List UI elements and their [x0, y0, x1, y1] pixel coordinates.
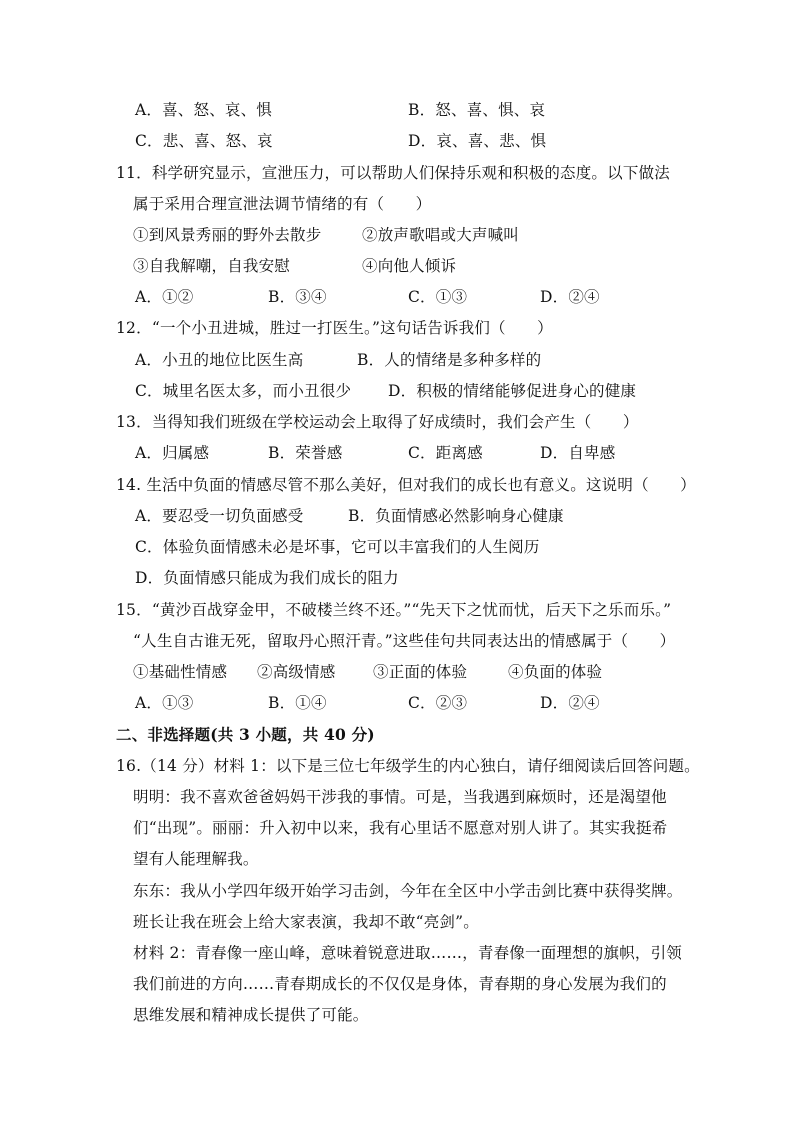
q11-option-a: A．①②: [135, 288, 194, 306]
q10-option-c: C．悲、喜、怒、哀: [135, 132, 273, 150]
q11-option-b: B．③④: [268, 288, 327, 306]
q15-stem-line2: “人生自古谁无死，留取丹心照汗青。”这些佳句共同表达出的情感属于（ ）: [133, 632, 676, 650]
q11-statement-3: ③自我解嘲，自我安慰: [133, 257, 291, 275]
q10-option-a: A．喜、怒、哀、惧: [135, 101, 272, 119]
q16-line2: 明明：我不喜欢爸爸妈妈干涉我的事情。可是，当我遇到麻烦时，还是渴望他: [133, 788, 667, 806]
q12-option-d: D．积极的情绪能够促进身心的健康: [388, 382, 637, 400]
q11-statement-4: ④向他人倾诉: [362, 257, 457, 275]
q14-option-a: A．要忍受一切负面感受: [135, 507, 304, 525]
q15-option-d: D．②④: [540, 694, 600, 712]
q14-option-b: B．负面情感必然影响身心健康: [348, 507, 564, 525]
q14-stem: 14. 生活中负面的情感尽管不那么美好，但对我们的成长也有意义。这说明（ ）: [116, 476, 696, 494]
q15-statement-2: ②高级情感: [257, 663, 336, 681]
q13-option-d: D．自卑感: [540, 444, 616, 462]
q16-line8: 我们前进的方向……青春期成长的不仅仅是身体，青春期的身心发展为我们的: [133, 975, 667, 993]
q11-stem-line1: 11．科学研究显示，宣泄压力，可以帮助人们保持乐观和积极的态度。以下做法: [116, 164, 670, 182]
q15-statement-4: ④负面的体验: [508, 663, 603, 681]
q12-option-b: B．人的情绪是多种多样的: [357, 351, 542, 369]
q13-option-b: B．荣誉感: [268, 444, 343, 462]
q13-option-c: C．距离感: [408, 444, 483, 462]
q11-option-c: C．①③: [408, 288, 468, 306]
q16-line4: 望有人能理解我。: [133, 850, 259, 868]
q16-line1: 16.（14 分）材料 1：以下是三位七年级学生的内心独白，请仔细阅读后回答问题。: [116, 757, 700, 775]
q16-line9: 思维发展和精神成长提供了可能。: [133, 1006, 369, 1024]
q15-option-b: B．①④: [268, 694, 327, 712]
q15-statement-3: ③正面的体验: [373, 663, 468, 681]
q12-option-a: A．小丑的地位比医生高: [135, 351, 304, 369]
q14-option-d: D．负面情感只能成为我们成长的阻力: [135, 569, 399, 587]
q11-stem-line2: 属于采用合理宣泄法调节情绪的有（ ）: [133, 195, 432, 213]
q13-option-a: A．归属感: [135, 444, 210, 462]
q11-statement-2: ②放声歌唱或大声喊叫: [362, 226, 520, 244]
q13-stem: 13．当得知我们班级在学校运动会上取得了好成绩时，我们会产生（ ）: [116, 413, 639, 431]
q16-line5: 东东：我从小学四年级开始学习击剑，今年在全区中小学击剑比赛中获得奖牌。: [133, 882, 683, 900]
q15-option-a: A．①③: [135, 694, 194, 712]
q15-stem-line1: 15．“黄沙百战穿金甲，不破楼兰终不还。”“先天下之忧而忧，后天下之乐而乐。”: [116, 601, 672, 619]
q11-option-d: D．②④: [540, 288, 600, 306]
q16-line7: 材料 2：青春像一座山峰，意味着锐意进取……，青春像一面理想的旗帜，引领: [133, 944, 682, 962]
q12-stem: 12．“一个小丑进城，胜过一打医生。”这句话告诉我们（ ）: [116, 319, 553, 337]
q15-option-c: C．②③: [408, 694, 468, 712]
q11-statement-1: ①到风景秀丽的野外去散步: [133, 226, 322, 244]
q16-line3: 们“出现”。丽丽：升入初中以来，我有心里话不愿意对别人讲了。其实我挺希: [133, 819, 668, 837]
q10-option-d: D．哀、喜、悲、惧: [408, 132, 547, 150]
section-heading: 二、非选择题(共 3 小题，共 40 分): [116, 725, 375, 744]
q12-option-c: C．城里名医太多，而小丑很少: [135, 382, 352, 400]
q14-option-c: C．体验负面情感未必是坏事，它可以丰富我们的人生阅历: [135, 538, 540, 556]
q15-statement-1: ①基础性情感: [133, 663, 228, 681]
q16-line6: 班长让我在班会上给大家表演，我却不敢“亮剑”。: [133, 913, 479, 931]
q10-option-b: B．怒、喜、惧、哀: [408, 101, 546, 119]
